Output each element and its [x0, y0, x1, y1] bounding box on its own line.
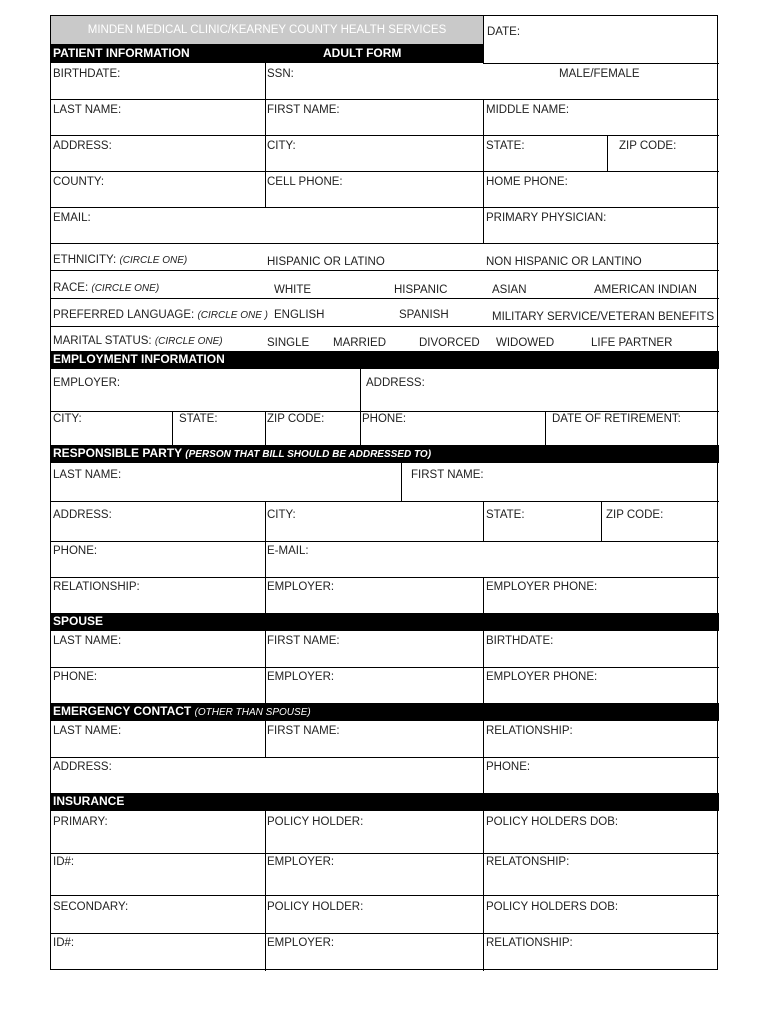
divider — [607, 135, 608, 171]
primary-policy-holder-field[interactable]: POLICY HOLDER: — [267, 816, 364, 828]
divider — [51, 99, 719, 100]
responsible-last-name-field[interactable]: LAST NAME: — [53, 469, 122, 481]
secondary-holder-dob-field[interactable]: POLICY HOLDERS DOB: — [486, 901, 619, 913]
primary-holder-dob-field[interactable]: POLICY HOLDERS DOB: — [486, 816, 619, 828]
patient-info-header — [51, 44, 483, 63]
email-field[interactable]: EMAIL: — [53, 212, 91, 224]
cell-phone-field[interactable]: CELL PHONE: — [267, 176, 343, 188]
spouse-last-name-field[interactable]: LAST NAME: — [53, 635, 122, 647]
race-option-american-indian[interactable]: AMERICAN INDIAN — [594, 284, 697, 296]
primary-physician-field[interactable]: PRIMARY PHYSICIAN: — [486, 212, 607, 224]
employer-city-field[interactable]: CITY: — [53, 413, 82, 425]
emergency-address-field[interactable]: ADDRESS: — [53, 761, 112, 773]
adult-registration-form — [50, 15, 718, 970]
marital-label: MARITAL STATUS: (CIRCLE ONE) — [53, 335, 223, 347]
divider — [265, 811, 266, 971]
responsible-party-section-header: RESPONSIBLE PARTY (PERSON THAT BILL SHOULD BE ADDRESSED TO) — [51, 445, 719, 463]
sex-field[interactable]: MALE/FEMALE — [559, 68, 640, 80]
ethnicity-option-non-hispanic[interactable]: NON HISPANIC OR LANTINO — [486, 256, 642, 268]
employer-phone-field[interactable]: PHONE: — [362, 413, 407, 425]
divider — [483, 501, 484, 541]
spouse-phone-field[interactable]: PHONE: — [53, 671, 98, 683]
spouse-birthdate-field[interactable]: BIRTHDATE: — [486, 635, 554, 647]
state-field[interactable]: STATE: — [486, 140, 525, 152]
divider — [265, 99, 266, 207]
divider — [51, 577, 719, 578]
responsible-relationship-field[interactable]: RELATIONSHIP: — [53, 581, 140, 593]
divider — [360, 411, 361, 445]
spouse-first-name-field[interactable]: FIRST NAME: — [267, 635, 340, 647]
divider — [483, 811, 484, 971]
race-label: RACE: (CIRCLE ONE) — [53, 282, 160, 294]
divider — [51, 135, 719, 136]
race-option-white[interactable]: WHITE — [274, 284, 312, 296]
birthdate-field[interactable]: BIRTHDATE: — [53, 68, 121, 80]
employment-section-header: EMPLOYMENT INFORMATION — [51, 351, 719, 369]
divider — [483, 63, 719, 64]
divider — [483, 16, 484, 63]
spouse-employer-phone-field[interactable]: EMPLOYER PHONE: — [486, 671, 598, 683]
marital-option-divorced[interactable]: DIVORCED — [419, 337, 480, 349]
language-option-english[interactable]: ENGLISH — [274, 309, 325, 321]
zip-field[interactable]: ZIP CODE: — [619, 140, 677, 152]
responsible-email-field[interactable]: E-MAIL: — [267, 545, 309, 557]
secondary-insurance-field[interactable]: SECONDARY: — [53, 901, 129, 913]
spouse-employer-field[interactable]: EMPLOYER: — [267, 671, 335, 683]
primary-employer-field[interactable]: EMPLOYER: — [267, 856, 335, 868]
employer-field[interactable]: EMPLOYER: — [53, 377, 121, 389]
city-field[interactable]: CITY: — [267, 140, 296, 152]
employer-state-field[interactable]: STATE: — [179, 413, 218, 425]
ethnicity-label: ETHNICITY: (CIRCLE ONE) — [53, 254, 188, 266]
ethnicity-option-hispanic[interactable]: HISPANIC OR LATINO — [267, 256, 385, 268]
responsible-first-name-field[interactable]: FIRST NAME: — [411, 469, 484, 481]
first-name-field[interactable]: FIRST NAME: — [267, 104, 340, 116]
divider — [51, 243, 719, 244]
marital-option-life-partner[interactable]: LIFE PARTNER — [591, 337, 673, 349]
primary-id-field[interactable]: ID#: — [53, 856, 75, 868]
emergency-phone-field[interactable]: PHONE: — [486, 761, 531, 773]
adult-form-title: ADULT FORM — [323, 46, 402, 60]
divider — [51, 207, 719, 208]
secondary-id-field[interactable]: ID#: — [53, 937, 75, 949]
divider — [545, 411, 546, 445]
divider — [51, 757, 719, 758]
responsible-address-field[interactable]: ADDRESS: — [53, 509, 112, 521]
responsible-city-field[interactable]: CITY: — [267, 509, 296, 521]
emergency-last-name-field[interactable]: LAST NAME: — [53, 725, 122, 737]
secondary-relationship-field[interactable]: RELATIONSHIP: — [486, 937, 573, 949]
divider — [265, 411, 266, 445]
address-field[interactable]: ADDRESS: — [53, 140, 112, 152]
emergency-first-name-field[interactable]: FIRST NAME: — [267, 725, 340, 737]
middle-name-field[interactable]: MIDDLE NAME: — [486, 104, 570, 116]
employer-address-field[interactable]: ADDRESS: — [366, 377, 425, 389]
home-phone-field[interactable]: HOME PHONE: — [486, 176, 568, 188]
marital-option-married[interactable]: MARRIED — [333, 337, 387, 349]
spouse-section-header: SPOUSE — [51, 613, 719, 631]
divider — [360, 369, 361, 411]
county-field[interactable]: COUNTY: — [53, 176, 105, 188]
retirement-date-field[interactable]: DATE OF RETIREMENT: — [552, 413, 681, 425]
race-option-asian[interactable]: ASIAN — [492, 284, 527, 296]
date-label: DATE: — [487, 26, 521, 38]
divider — [51, 895, 719, 896]
divider — [51, 853, 719, 854]
divider — [483, 577, 484, 613]
divider — [51, 501, 719, 502]
divider — [51, 326, 719, 327]
insurance-section-header: INSURANCE — [51, 793, 719, 811]
divider — [265, 63, 266, 99]
divider — [51, 298, 719, 299]
marital-option-widowed[interactable]: WIDOWED — [496, 337, 555, 349]
marital-option-single[interactable]: SINGLE — [267, 337, 310, 349]
race-option-hispanic[interactable]: HISPANIC — [394, 284, 448, 296]
language-label: PREFERRED LANGUAGE: (CIRCLE ONE ) — [53, 309, 268, 321]
divider — [51, 667, 719, 668]
divider — [51, 541, 719, 542]
language-option-spanish[interactable]: SPANISH — [399, 309, 449, 321]
responsible-state-field[interactable]: STATE: — [486, 509, 525, 521]
divider — [265, 721, 266, 757]
divider — [601, 501, 602, 541]
divider — [172, 411, 173, 445]
ssn-field[interactable]: SSN: — [267, 68, 294, 80]
primary-relationship-field[interactable]: RELATONSHIP: — [486, 856, 570, 868]
employer-zip-field[interactable]: ZIP CODE: — [267, 413, 325, 425]
emergency-relationship-field[interactable]: RELATIONSHIP: — [486, 725, 573, 737]
responsible-zip-field[interactable]: ZIP CODE: — [606, 509, 664, 521]
patient-info-title: PATIENT INFORMATION — [53, 46, 190, 60]
secondary-employer-field[interactable]: EMPLOYER: — [267, 937, 335, 949]
emergency-contact-section-header: EMERGENCY CONTACT (OTHER THAN SPOUSE) — [51, 703, 719, 721]
secondary-policy-holder-field[interactable]: POLICY HOLDER: — [267, 901, 364, 913]
primary-insurance-field[interactable]: PRIMARY: — [53, 816, 108, 828]
divider — [401, 463, 402, 501]
divider — [51, 171, 719, 172]
responsible-employer-field[interactable]: EMPLOYER: — [267, 581, 335, 593]
divider — [51, 270, 719, 271]
military-service-option[interactable]: MILITARY SERVICE/VETERAN BENEFITS — [492, 311, 715, 323]
responsible-employer-phone-field[interactable]: EMPLOYER PHONE: — [486, 581, 598, 593]
clinic-title: MINDEN MEDICAL CLINIC/KEARNEY COUNTY HEALTH SERVICES — [51, 16, 483, 44]
divider — [51, 933, 719, 934]
divider — [265, 501, 266, 613]
responsible-phone-field[interactable]: PHONE: — [53, 545, 98, 557]
last-name-field[interactable]: LAST NAME: — [53, 104, 122, 116]
